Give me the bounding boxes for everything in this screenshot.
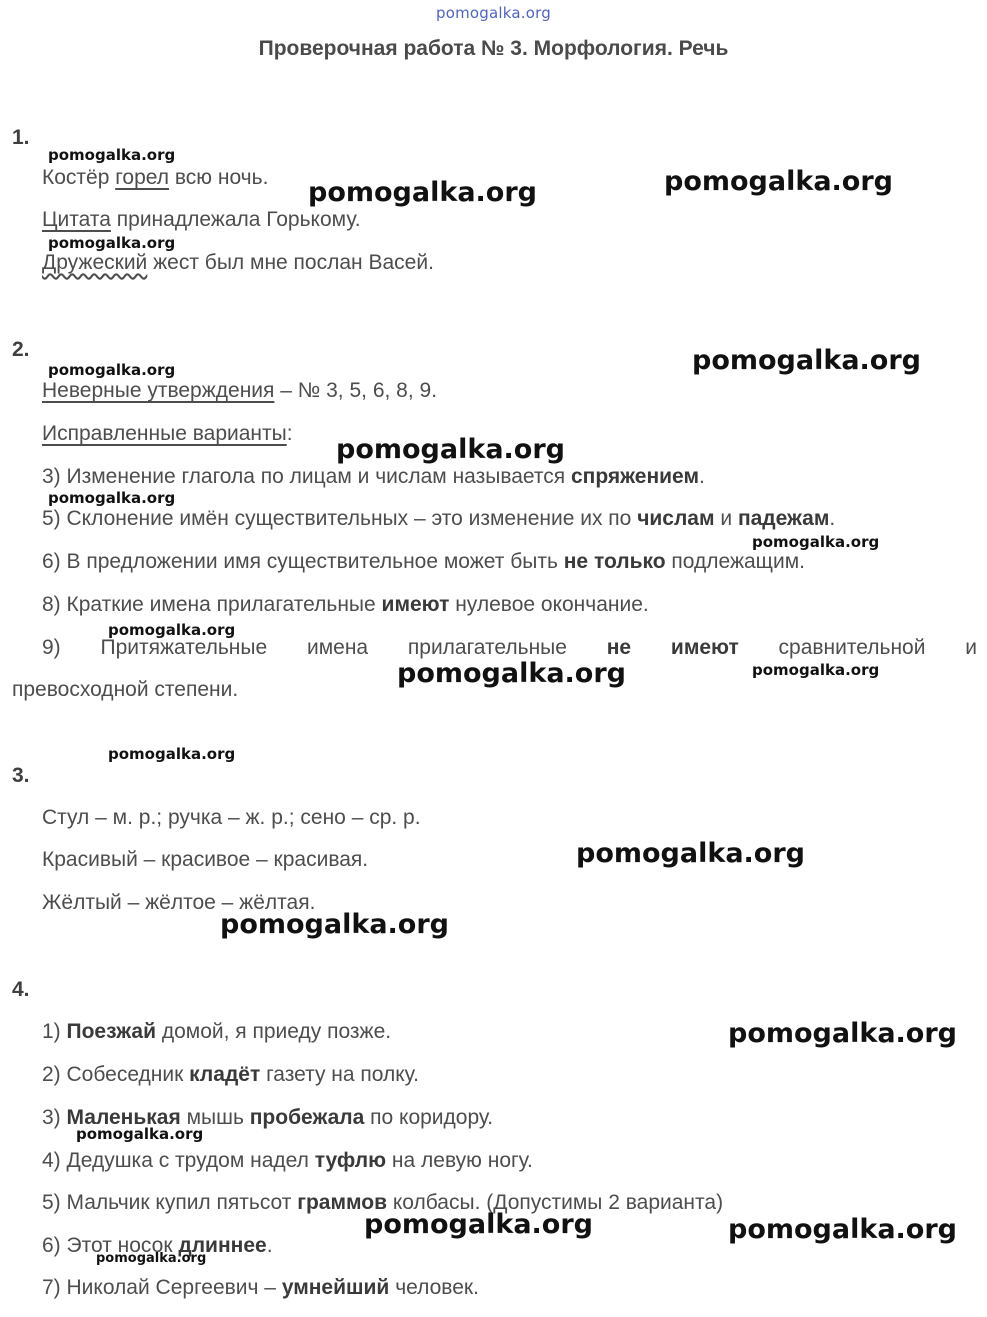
text: 6) Этот носок: [42, 1234, 179, 1257]
text: всю ночь.: [169, 166, 269, 189]
task-4-number: 4.: [12, 978, 30, 1001]
watermark: pomogalka.org: [220, 909, 449, 940]
task-2-item-6: [42, 550, 805, 574]
task-3-line-1: Стул – м. р.; ручка – ж. р.; сено – ср. р.: [42, 806, 421, 829]
bold-word: не только: [563, 550, 666, 573]
text: по коридору.: [364, 1106, 494, 1129]
text: 3) Изменение глагола по лицам и числам называется: [42, 465, 571, 488]
watermark: pomogalka.org: [576, 838, 805, 869]
watermark: pomogalka.org: [76, 1125, 204, 1143]
wavy-underlined-word: Дружеский: [42, 251, 148, 274]
page-title: Проверочная работа № 3. Морфология. Речь: [258, 37, 729, 60]
watermark: pomogalka.org: [48, 234, 176, 252]
task-4-sentence-1: [42, 1020, 391, 1044]
text: 5) Мальчик купил пятьсот: [42, 1191, 298, 1214]
bold-word: Поезжай: [66, 1020, 157, 1043]
text: Костёр: [42, 166, 116, 189]
task-3-line-3: Жёлтый – жёлтое – жёлтая.: [42, 891, 316, 914]
watermark: pomogalka.org: [664, 166, 893, 197]
watermark: pomogalka.org: [752, 661, 880, 679]
text: – № 3, 5, 6, 8, 9.: [274, 379, 438, 402]
text: колбасы. (Допустимы 2 варианта): [387, 1191, 724, 1214]
underlined-text: Неверные утверждения: [42, 379, 275, 402]
task-2-number: 2.: [12, 338, 30, 361]
bold-word: умнейший: [281, 1276, 390, 1299]
site-link[interactable]: pomogalka.org: [436, 4, 551, 22]
watermark: pomogalka.org: [308, 177, 537, 208]
bold-word: длиннее: [178, 1234, 267, 1257]
bold-word: имеют: [381, 593, 450, 616]
text: человек.: [389, 1276, 479, 1299]
text: подлежащим.: [665, 550, 805, 573]
text: жест был мне послан Васей.: [147, 251, 434, 274]
text: на левую ногу.: [386, 1149, 533, 1172]
watermark: pomogalka.org: [364, 1209, 593, 1240]
bold-word: имеют: [670, 636, 739, 659]
task-2-item-8: [42, 593, 649, 617]
bold-word: числам: [637, 507, 715, 530]
watermark: pomogalka.org: [752, 533, 880, 551]
watermark: pomogalka.org: [48, 146, 176, 164]
task-4-sentence-4: [42, 1149, 533, 1173]
bold-word: падежам: [737, 507, 830, 530]
task-1-line-2: [42, 208, 361, 232]
task-1-line-1: [42, 166, 268, 190]
task-2-item-9: [42, 636, 977, 660]
watermark: pomogalka.org: [108, 621, 236, 639]
bold-word: пробежала: [249, 1106, 365, 1129]
text: .: [266, 1234, 273, 1257]
text: принадлежала Горькому.: [110, 208, 361, 231]
word: имена: [306, 636, 369, 659]
task-4-sentence-2: [42, 1063, 419, 1087]
word: сравнительной: [778, 636, 926, 659]
bold-word: не: [606, 636, 632, 659]
text: 7) Николай Сергеевич –: [42, 1276, 282, 1299]
task-3-number: 3.: [12, 764, 30, 787]
bold-word: кладёт: [189, 1063, 261, 1086]
text: 8) Краткие имена прилагательные: [42, 593, 382, 616]
text: газету на полку.: [260, 1063, 419, 1086]
underlined-text: Исправленные варианты: [42, 422, 287, 445]
underlined-word: Цитата: [42, 208, 111, 231]
bold-word: граммов: [297, 1191, 388, 1214]
watermark: pomogalka.org: [48, 361, 176, 379]
watermark: pomogalka.org: [728, 1214, 957, 1245]
text: нулевое окончание.: [449, 593, 649, 616]
word: прилагательные: [407, 636, 567, 659]
task-1-number: 1.: [12, 126, 30, 149]
bold-word: туфлю: [314, 1149, 387, 1172]
text: мышь: [180, 1106, 250, 1129]
watermark: pomogalka.org: [397, 658, 626, 689]
word: и: [965, 636, 977, 659]
watermark: pomogalka.org: [48, 489, 176, 507]
text: 5) Склонение имён существительных – это изменение их по: [42, 507, 638, 530]
text: домой, я приеду позже.: [156, 1020, 392, 1043]
text: 2) Собеседник: [42, 1063, 190, 1086]
task-2-line-2: [42, 422, 293, 446]
task-2-line-1: [42, 379, 437, 403]
bold-word: Маленькая: [66, 1106, 181, 1129]
task-4-sentence-7: [42, 1276, 479, 1300]
task-2-item-5: [42, 507, 835, 531]
watermark: pomogalka.org: [336, 434, 565, 465]
underlined-word: горел: [115, 166, 170, 189]
text: 6) В предложении имя существительное может быть: [42, 550, 564, 573]
watermark: pomogalka.org: [692, 345, 921, 376]
watermark: pomogalka.org: [728, 1018, 957, 1049]
word: 9): [42, 636, 61, 659]
text: .: [699, 465, 705, 488]
task-2-item-9-continued: превосходной степени.: [12, 678, 239, 701]
text: :: [286, 422, 293, 445]
task-1-line-3: [42, 251, 434, 275]
text: 4) Дедушка с трудом надел: [42, 1149, 315, 1172]
text: .: [829, 507, 836, 530]
bold-word: спряжением: [571, 465, 699, 488]
word: Притяжательные: [100, 636, 268, 659]
watermark: pomogalka.org: [96, 1251, 207, 1266]
text: 1): [42, 1020, 67, 1043]
task-3-line-2: Красивый – красивое – красивая.: [42, 848, 369, 871]
text: и: [714, 507, 738, 530]
task-2-item-3: [42, 465, 705, 489]
watermark: pomogalka.org: [108, 745, 236, 763]
text: 3): [42, 1106, 67, 1129]
